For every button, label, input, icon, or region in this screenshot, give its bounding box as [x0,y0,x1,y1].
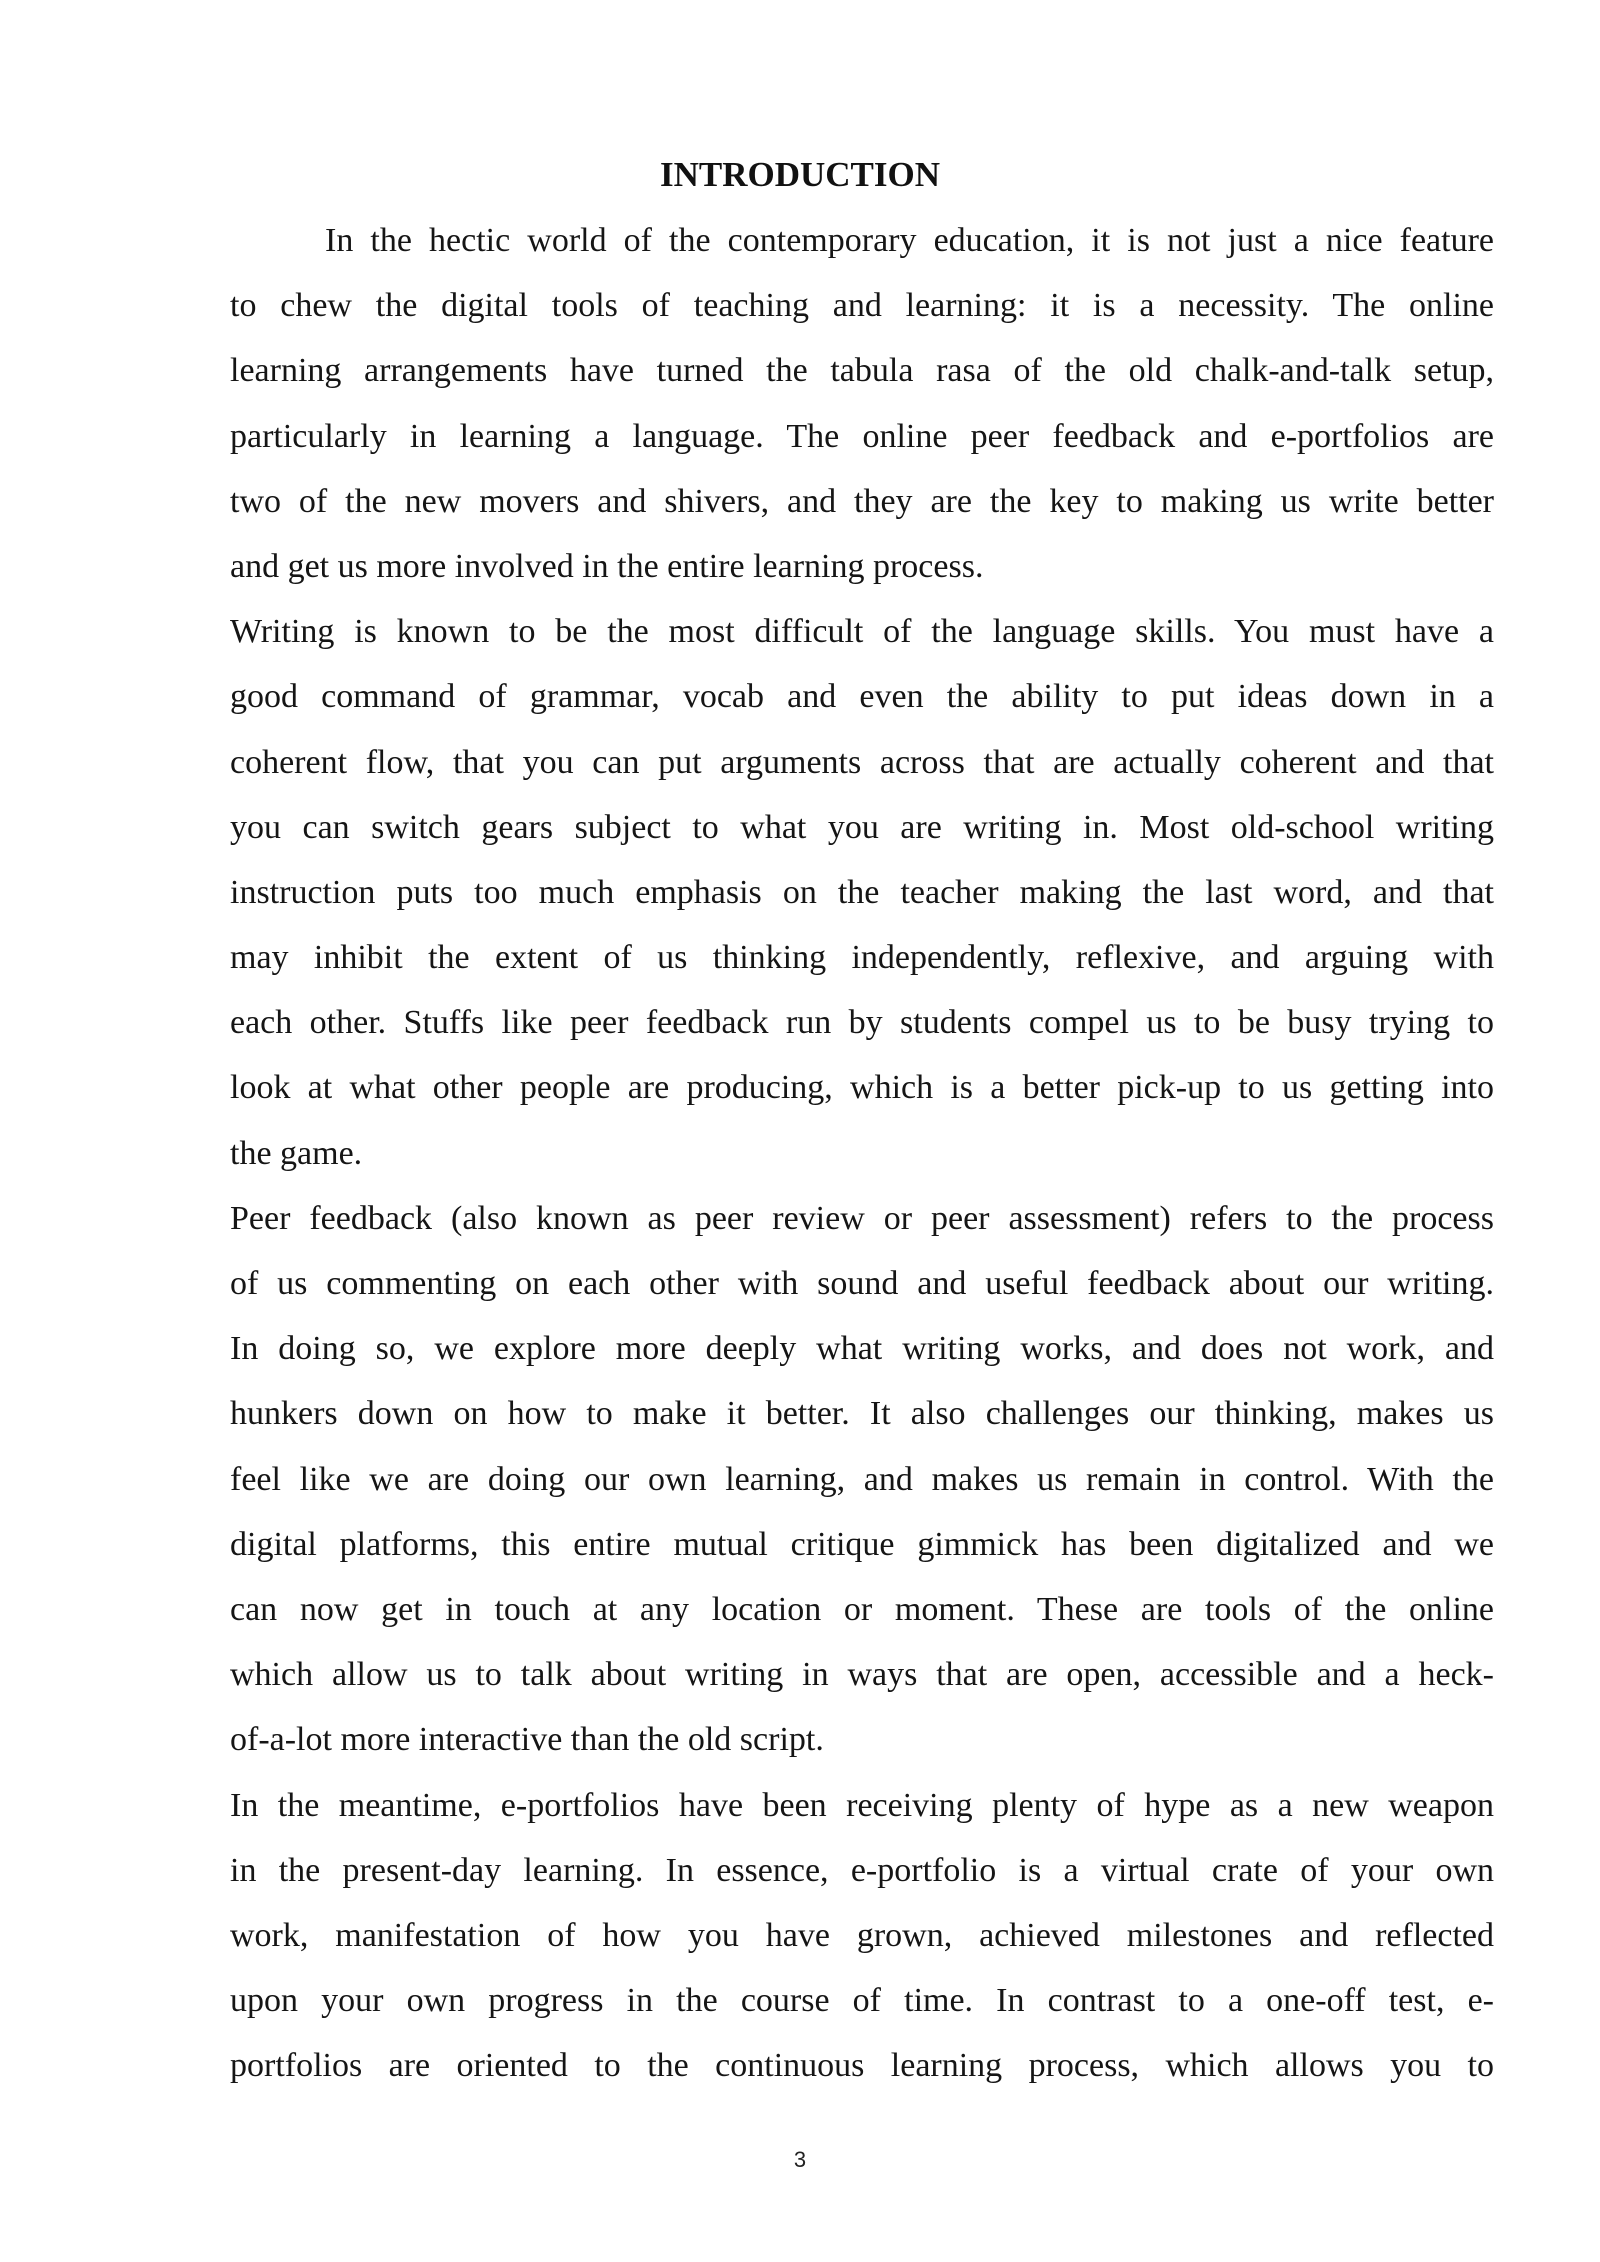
text-line: can now get in touch at any location or moment. These are tools of the online [230,1590,1494,1628]
text-line: of-a-lot more interactive than the old script. [230,1721,824,1759]
text-line: good command of grammar, vocab and even the ability to put ideas down in a [230,678,1494,716]
text-line: upon your own progress in the course of time. In contrast to a one-off test, e- [230,1982,1494,2020]
text-line: learning arrangements have turned the tabula rasa of the old chalk-and-talk setup, [230,352,1494,390]
text-line: feel like we are doing our own learning, and makes us remain in control. With the [230,1460,1494,1498]
text-line: In the meantime, e-portfolios have been receiving plenty of hype as a new weapon [230,1786,1494,1824]
text-line: you can switch gears subject to what you are writing in. Most old-school writing [230,808,1494,846]
text-line: of us commenting on each other with sound and useful feedback about our writing. [230,1265,1494,1302]
text-line: In doing so, we explore more deeply what writing works, and does not work, and [230,1330,1494,1368]
text-line: in the present-day learning. In essence, e-portfolio is a virtual crate of your own [230,1851,1494,1889]
text-line: may inhibit the extent of us thinking independently, reflexive, and arguing with [230,939,1494,977]
text-line: coherent flow, that you can put arguments across that are actually coherent and that [230,743,1494,781]
page-title: INTRODUCTION [659,155,941,194]
text-line: each other. Stuffs like peer feedback run by students compel us to be busy trying to [230,1004,1494,1042]
text-line: Peer feedback (also known as peer review or peer assessment) refers to the process [230,1199,1494,1237]
body-text [230,208,1494,2098]
text-line: hunkers down on how to make it better. It also challenges our thinking, makes us [230,1395,1494,1433]
text-line: to chew the digital tools of teaching and learning: it is a necessity. The online [230,287,1494,325]
paragraph [230,1773,1494,2099]
paragraph [230,599,1494,1186]
text-line: particularly in learning a language. The online peer feedback and e-portfolios are [230,417,1494,455]
text-line: and get us more involved in the entire learning process. [230,547,984,585]
text-line: portfolios are oriented to the continuous learning process, which allows you to [230,2047,1494,2085]
text-line: look at what other people are producing, which is a better pick-up to us getting into [230,1069,1494,1107]
paragraph [230,1186,1494,1773]
text-line: the game. [230,1134,363,1172]
paragraph [230,208,1494,599]
page-number: 3 [793,2147,807,2172]
text-line: Writing is known to be the most difficult of the language skills. You must have a [230,613,1494,651]
text-line: instruction puts too much emphasis on the teacher making the last word, and that [230,873,1494,911]
text-line: In the hectic world of the contemporary education, it is not just a nice feature [325,222,1494,259]
text-line: digital platforms, this entire mutual critique gimmick has been digitalized and we [230,1525,1494,1563]
text-line: two of the new movers and shivers, and they are the key to making us write better [230,482,1494,520]
text-line: work, manifestation of how you have grown, achieved milestones and reflected [230,1916,1494,1954]
text-line: which allow us to talk about writing in ways that are open, accessible and a heck- [230,1656,1494,1694]
